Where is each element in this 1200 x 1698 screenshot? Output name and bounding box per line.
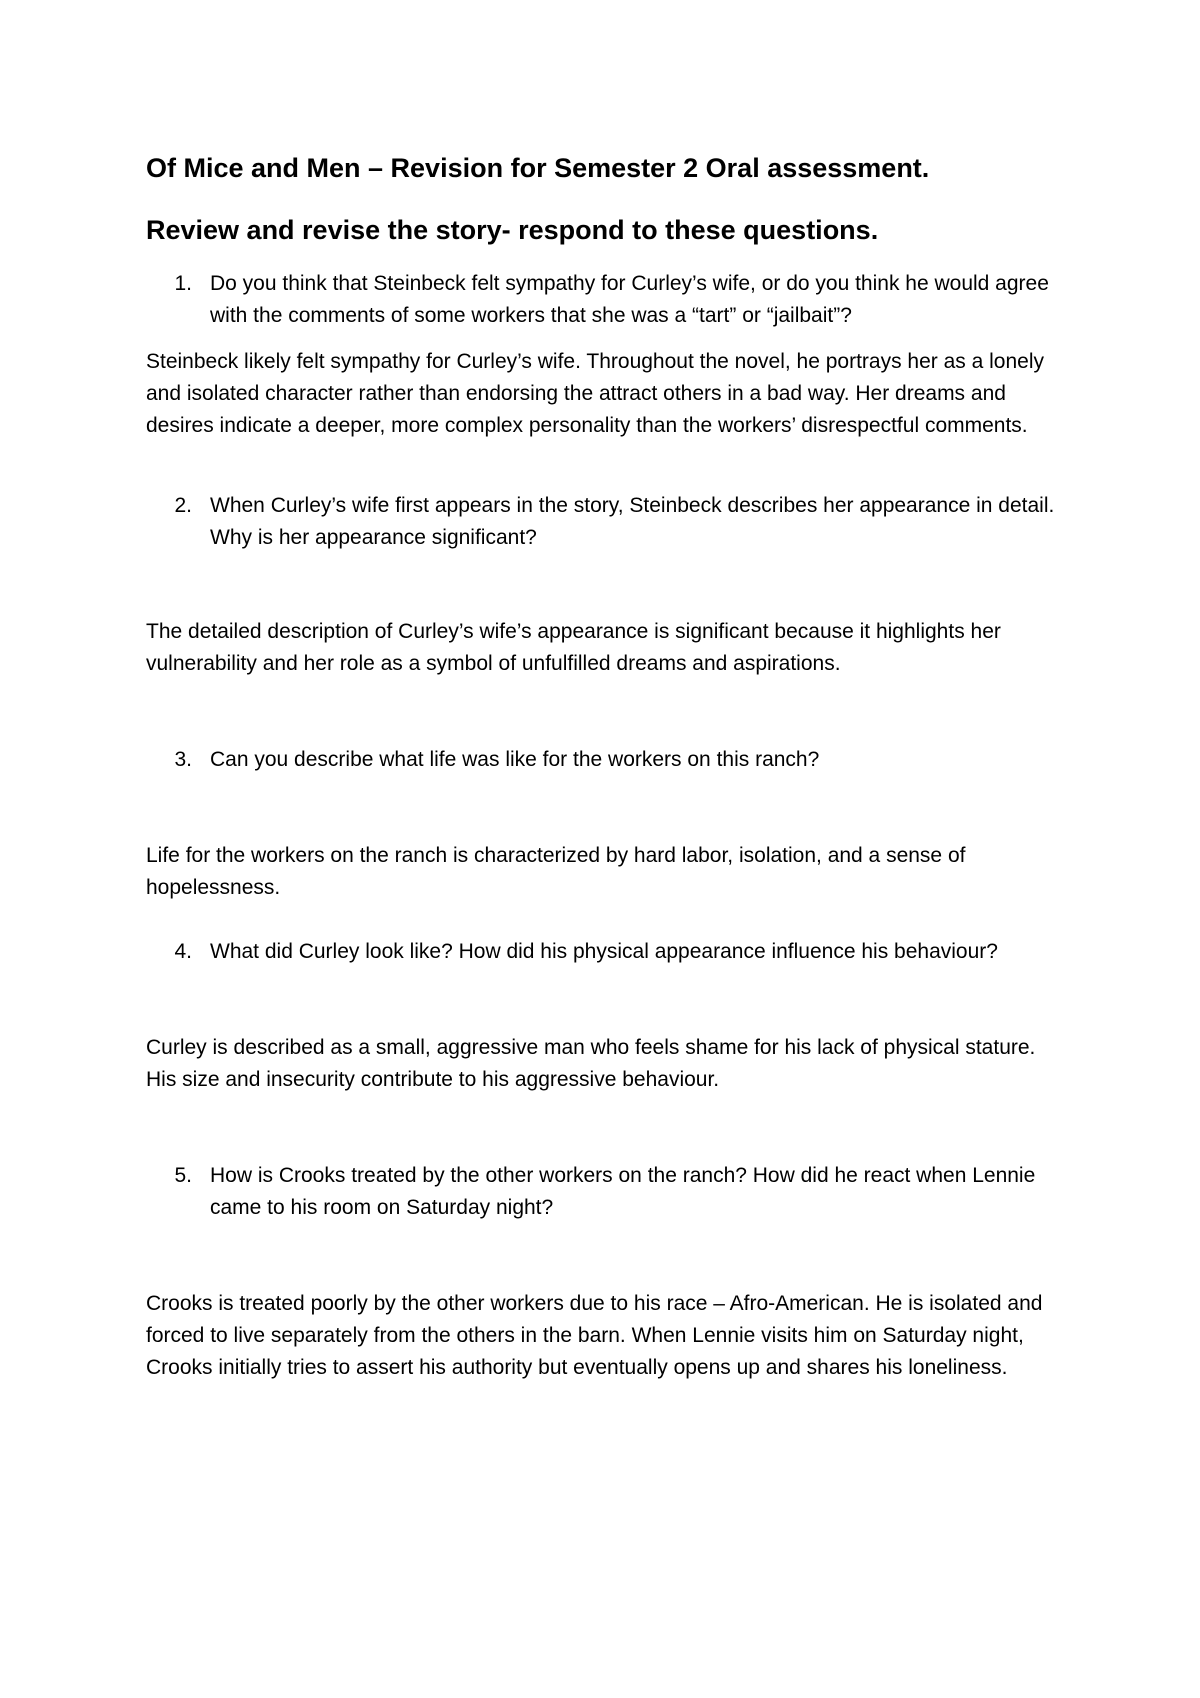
document-title: Of Mice and Men – Revision for Semester 2 Oral assessment. [146,153,930,183]
question-2 [146,490,1066,554]
answer-5: Crooks is treated poorly by the other workers due to his race – Afro-American. He is isolated and forced to live separately from the others in the barn. When Lennie visits him on Saturday night, Crooks initially tries to assert his authority but eventually opens up and shares his loneliness. [146,1292,1043,1379]
question-text: Do you think that Steinbeck felt sympathy for Curley’s wife, or do you think he would agree with the comments of some workers that she was a “tart” or “jailbait”? [210,272,1049,327]
question-number: 2. [174,494,192,517]
document-body [146,150,1066,1384]
question-text: What did Curley look like? How did his physical appearance influence his behaviour? [210,940,998,963]
answer-1: Steinbeck likely felt sympathy for Curley’s wife. Throughout the novel, he portrays her as a lonely and isolated character rather than endorsing the attract others in a bad way. Her dreams and desires indicate a deeper, more complex personality than the workers’ disrespectful comments. [146,350,1045,437]
question-number: 4. [174,940,192,963]
answer-3: Life for the workers on the ranch is characterized by hard labor, isolation, and a sense of hopelessness. [146,844,966,899]
answer-2: The detailed description of Curley’s wife’s appearance is significant because it highlights her vulnerability and her role as a symbol of unfulfilled dreams and aspirations. [146,620,1001,675]
question-5 [146,1160,1066,1224]
question-number: 1. [174,272,192,295]
question-text: How is Crooks treated by the other workers on the ranch? How did he react when Lennie came to his room on Saturday night? [210,1164,1036,1219]
document-subtitle: Review and revise the story- respond to these questions. [146,215,879,245]
answer-4: Curley is described as a small, aggressive man who feels shame for his lack of physical stature. His size and insecurity contribute to his aggressive behaviour. [146,1036,1036,1091]
question-number: 3. [174,748,192,771]
question-number: 5. [174,1164,192,1187]
question-3 [146,744,1066,776]
question-1 [146,268,1066,332]
question-4 [146,936,1066,968]
question-text: When Curley’s wife first appears in the story, Steinbeck describes her appearance in detail. Why is her appearance significant? [210,494,1055,549]
question-text: Can you describe what life was like for the workers on this ranch? [210,748,820,771]
